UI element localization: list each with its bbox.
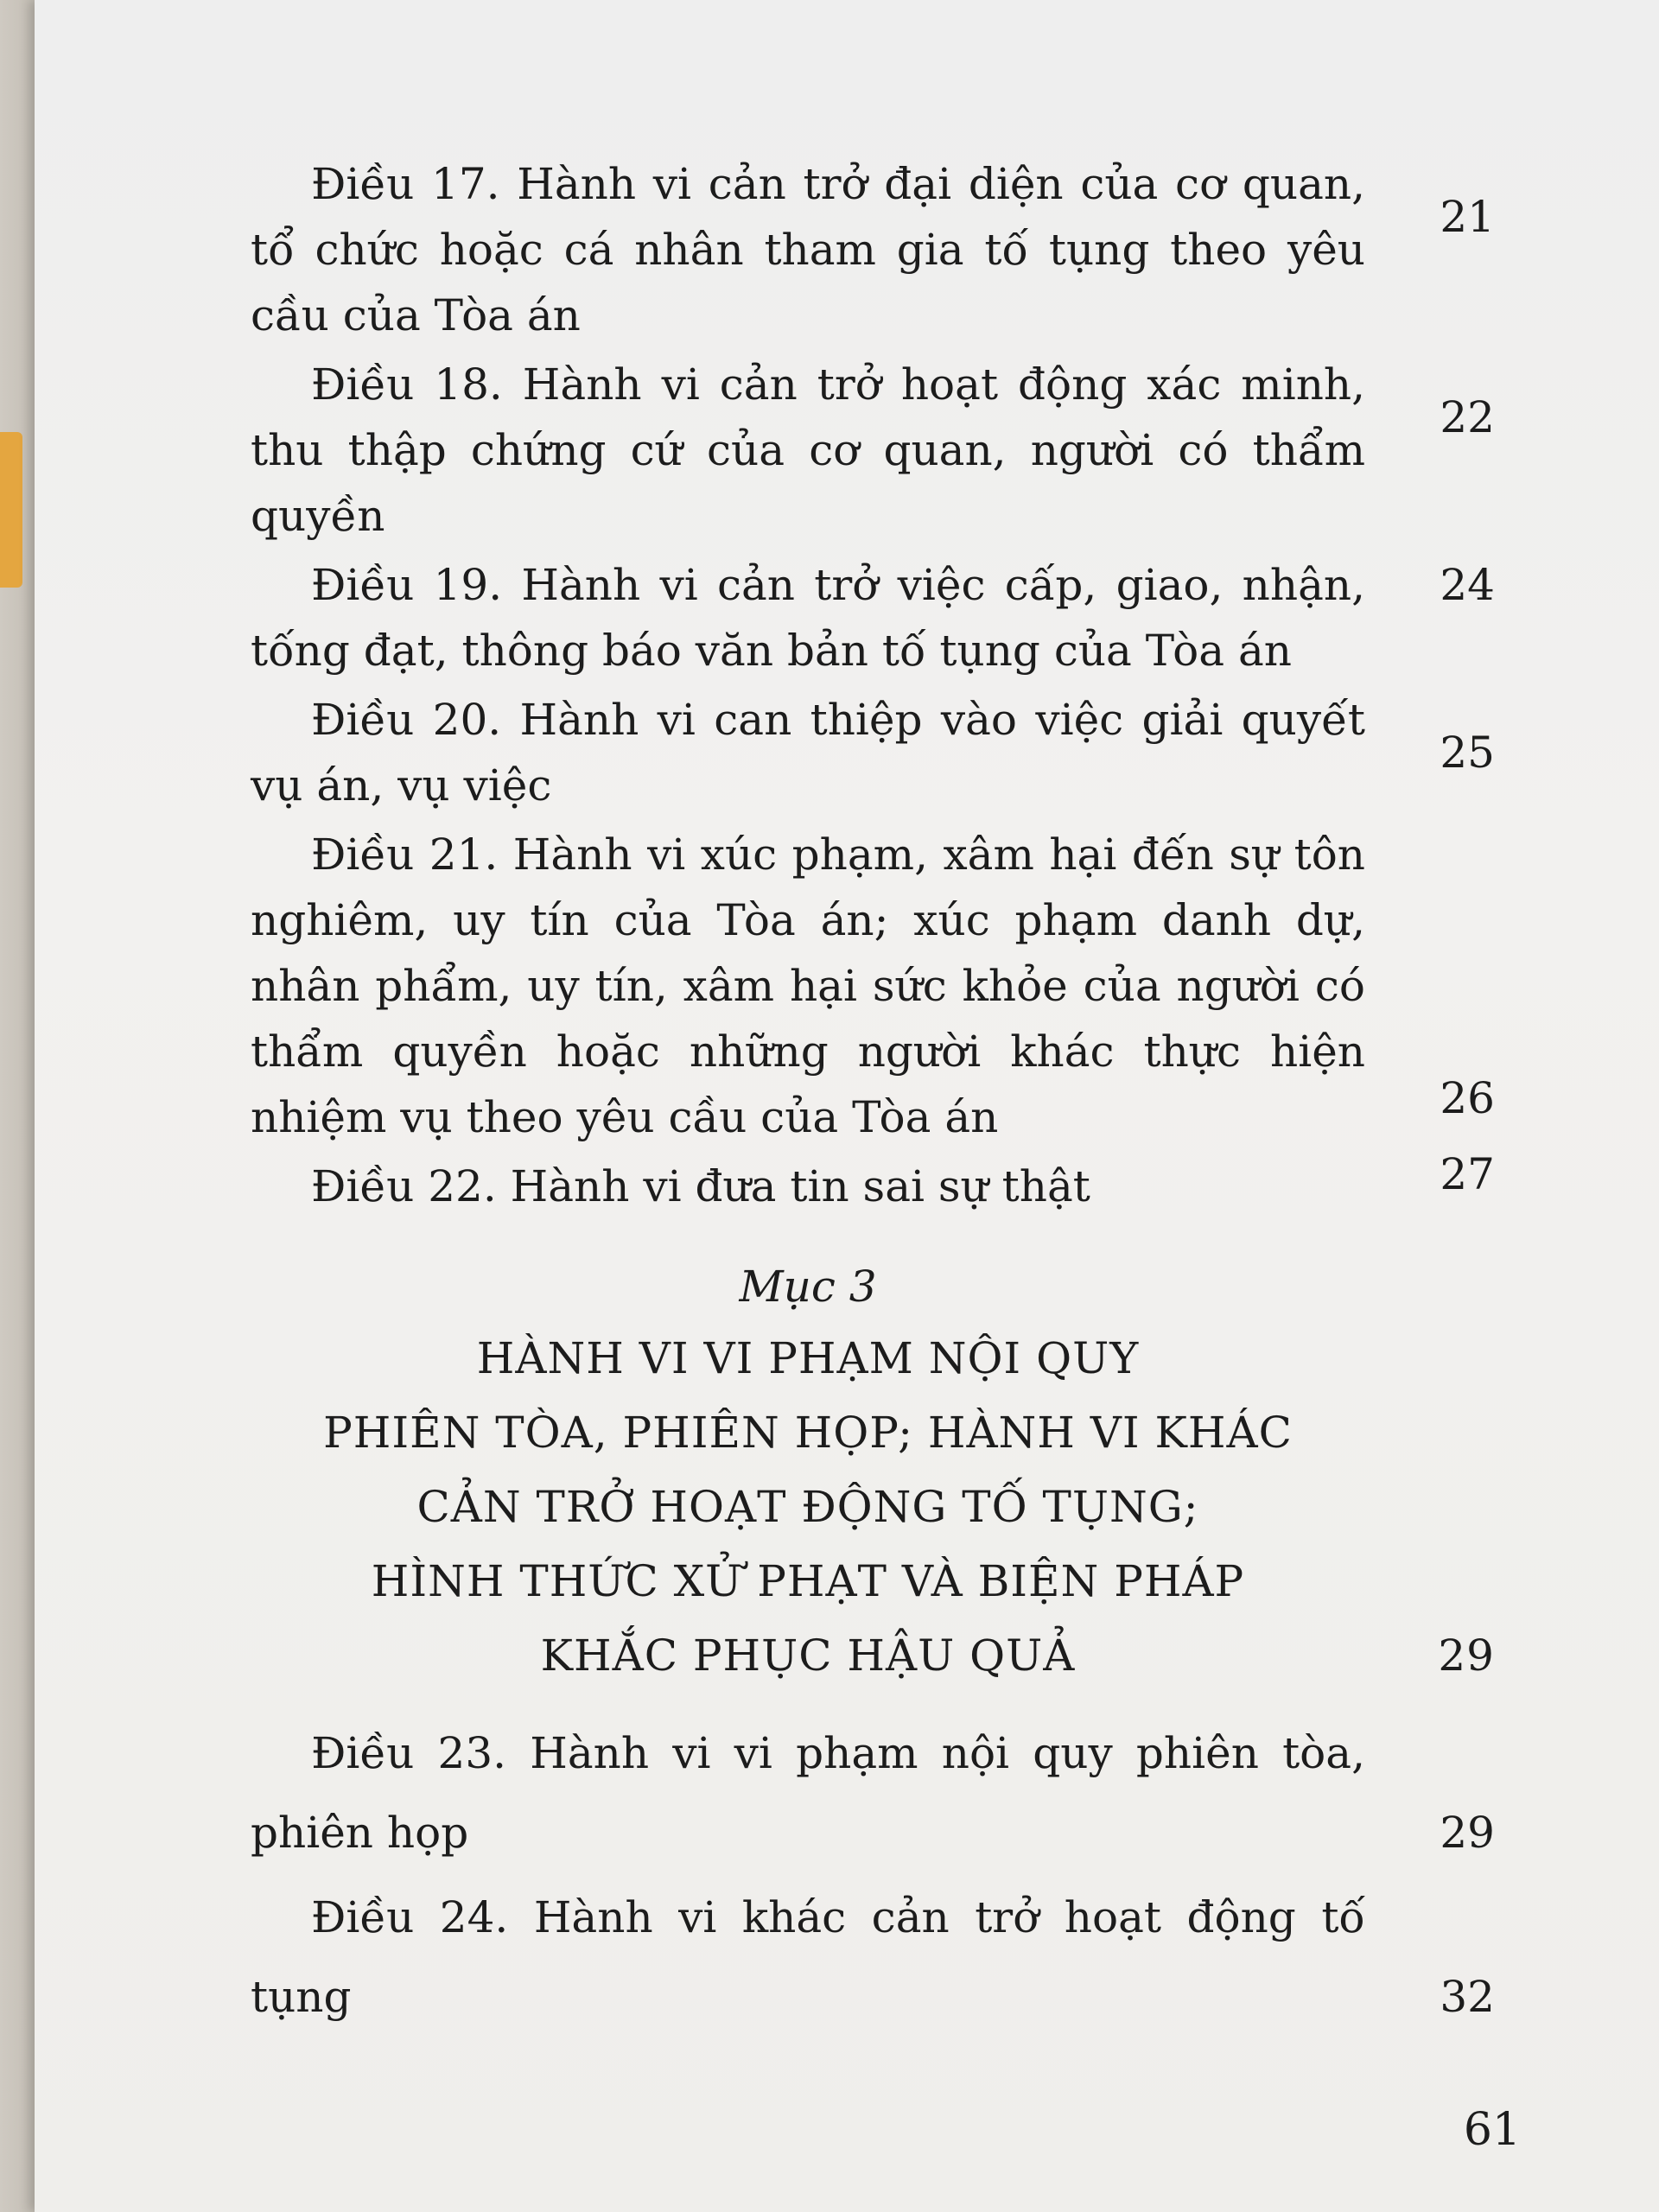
toc-entry-page: 32 [1440,1972,1495,2022]
toc-entry-text: Điều 18. Hành vi cản trở hoạt động xác minh, thu thập chứng cứ của cơ quan, người có thẩm quyền [251,359,1365,541]
toc-entry-dieu-17 [251,151,1495,348]
toc-entry-dieu-24 [251,1878,1495,2037]
toc-entry-text: Điều 23. Hành vi vi phạm nội quy phiên tòa, phiên họp [251,1728,1365,1858]
section-label: Mục 3 [739,1262,877,1312]
section-title [251,1321,1495,1693]
toc-entry-page: 21 [1440,192,1495,242]
table-of-contents [251,151,1495,2040]
toc-entry-page: 29 [1440,1808,1495,1858]
section-title-line: CẢN TRỞ HOẠT ĐỘNG TỐ TỤNG; [416,1482,1199,1532]
toc-entry-page: 25 [1440,728,1495,778]
toc-entry-dieu-18 [251,352,1495,549]
section-title-line: HÀNH VI VI PHẠM NỘI QUY [476,1333,1140,1383]
toc-entry-page: 22 [1440,392,1495,442]
section-title-line: PHIÊN TÒA, PHIÊN HỌP; HÀNH VI KHÁC [323,1408,1293,1458]
toc-entry-page: 26 [1440,1073,1495,1123]
toc-entry-dieu-22 [251,1149,1495,1219]
toc-entry-dieu-20 [251,687,1495,818]
toc-entry-text: Điều 19. Hành vi cản trở việc cấp, giao, nhận, tống đạt, thông báo văn bản tố tụng của Tòa án [251,560,1365,676]
toc-entry-text: Điều 17. Hành vi cản trở đại diện của cơ quan, tổ chức hoặc cá nhân tham gia tố tụng theo yêu cầu của Tòa án [251,159,1365,340]
toc-entry-dieu-19 [251,552,1495,683]
section-page: 29 [1438,1630,1495,1681]
toc-entry-dieu-23 [251,1713,1495,1872]
toc-entry-dieu-21 [251,822,1495,1150]
toc-entry-text: Điều 21. Hành vi xúc phạm, xâm hại đến sự tôn nghiêm, uy tín của Tòa án; xúc phạm danh dự, nhân phẩm, uy tín, xâm hại sức khỏe của người có thẩm quyền hoặc những người khác thực hiện nhiệm vụ theo yêu cầu của Tòa án [251,830,1365,1142]
toc-entry-text: Điều 24. Hành vi khác cản trở hoạt động tố tụng [251,1892,1365,2022]
section-title-line: HÌNH THỨC XỬ PHẠT VÀ BIỆN PHÁP [371,1556,1245,1606]
toc-entry-page: 27 [1440,1149,1495,1199]
section-title-line: KHẮC PHỤC HẬU QUẢ [540,1630,1076,1681]
page-number: 61 [1463,2104,1521,2156]
book-page [35,0,1659,2212]
toc-entry-text: Điều 20. Hành vi can thiệp vào việc giải quyết vụ án, vụ việc [251,695,1365,810]
toc-entry-page: 24 [1440,560,1495,610]
toc-entry-text: Điều 22. Hành vi đưa tin sai sự thật [311,1161,1090,1211]
background-object [0,432,22,588]
